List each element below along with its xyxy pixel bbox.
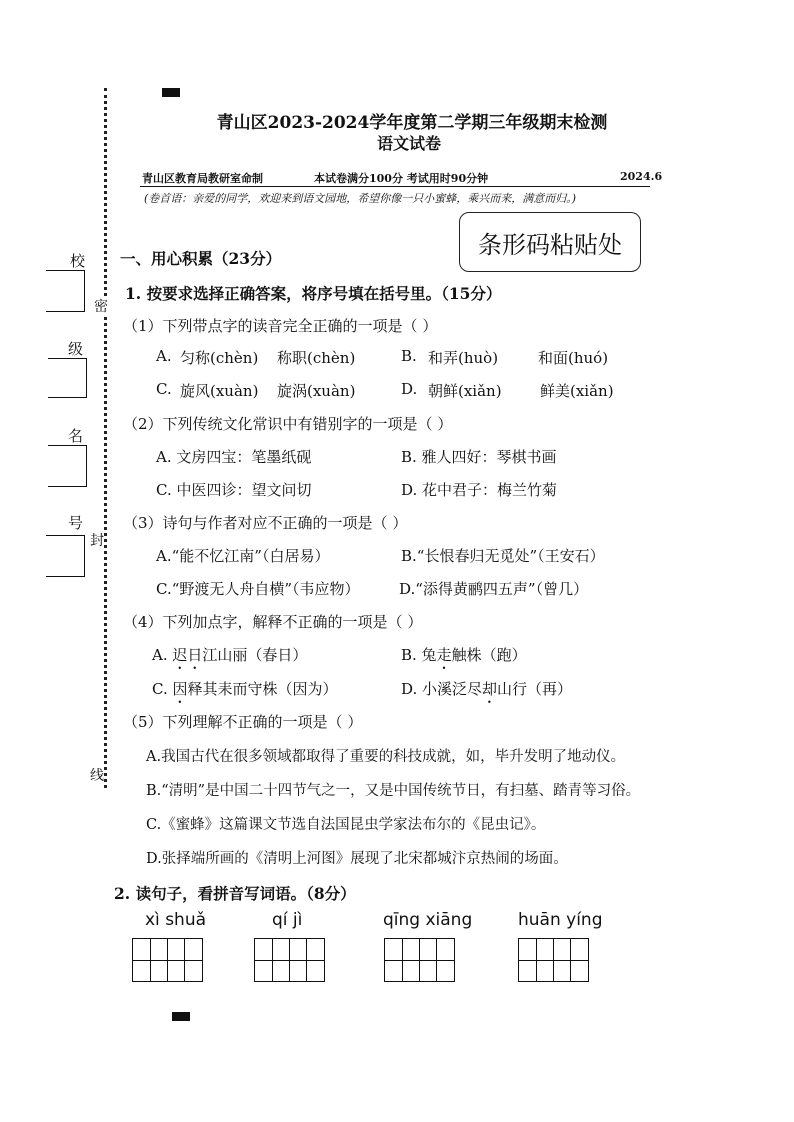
binding-dotted-line bbox=[104, 88, 107, 788]
tianzige-cell[interactable] bbox=[167, 938, 203, 982]
tianzige-cell[interactable] bbox=[419, 938, 455, 982]
q1-4-stem: （4）下列加点字，解释不正确的一项是（ ） bbox=[123, 613, 423, 631]
tianzige-cell[interactable] bbox=[553, 938, 589, 982]
margin-box-number bbox=[46, 535, 85, 577]
q1-4-B-pre: B. 兔 bbox=[401, 646, 437, 664]
q1-4-D bbox=[401, 678, 572, 707]
greeting: (卷首语：亲爱的同学，欢迎来到语文园地，希望你像一只小蜜蜂，乘兴而来，满意而归。) bbox=[144, 192, 577, 205]
q2-answer-grid-2[interactable] bbox=[254, 938, 325, 982]
tianzige-cell[interactable] bbox=[254, 938, 290, 982]
exam-date: 2024.6 bbox=[620, 170, 663, 183]
q1-4-D-pre: D. 小溪泛尽 bbox=[401, 680, 483, 698]
q1-2-D: D. 花中君子：梅兰竹菊 bbox=[401, 481, 558, 499]
q1-1-B1: 和弄(huò) bbox=[428, 349, 499, 367]
q1-4-C-pre: C. bbox=[152, 680, 173, 698]
barcode-box: 条形码粘贴处 bbox=[459, 212, 641, 272]
q1-4-C bbox=[152, 678, 338, 707]
margin-box-school bbox=[46, 270, 85, 312]
margin-label-school: 校 bbox=[70, 252, 86, 270]
q1-1-A2: 称职(chèn) bbox=[277, 349, 356, 367]
tianzige-cell[interactable] bbox=[518, 938, 554, 982]
q2-pinyin-3: qīng xiāng bbox=[383, 910, 473, 930]
q1-stem: 1. 按要求选择正确答案，将序号填在括号里。（15分） bbox=[125, 284, 502, 303]
issuer: 青山区教育局教研室命制 bbox=[142, 172, 263, 185]
q1-1-C-label: C. bbox=[156, 380, 172, 398]
q1-4-A-pre: A. bbox=[152, 646, 173, 664]
section-heading: 一、用心积累（23分） bbox=[120, 249, 282, 268]
q1-2-stem: （2）下列传统文化常识中有错别字的一项是（ ） bbox=[123, 415, 453, 433]
q1-5-B: B.“清明”是中国二十四节气之一，又是中国传统节日，有扫墓、踏青等习俗。 bbox=[146, 783, 641, 799]
q1-1-B2: 和面(huó) bbox=[538, 349, 609, 367]
seal-char-mi: 密 bbox=[94, 296, 108, 316]
q1-5-A: A.我国古代在很多领域都取得了重要的科技成就，如，毕升发明了地动仪。 bbox=[146, 749, 626, 765]
q1-2-B: B. 雅人四好：琴棋书画 bbox=[401, 448, 557, 466]
q2-pinyin-4: huān yíng bbox=[518, 910, 603, 930]
q1-1-A-label: A. bbox=[156, 347, 172, 365]
scan-mark-bottom bbox=[172, 1012, 190, 1021]
q1-2-A: A. 文房四宝：笔墨纸砚 bbox=[156, 448, 312, 466]
q1-1-stem: （1）下列带点字的读音完全正确的一项是（ ） bbox=[123, 317, 438, 335]
q1-1-A1: 匀称(chèn) bbox=[180, 349, 259, 367]
q1-4-A bbox=[152, 644, 307, 673]
q2-stem: 2. 读句子，看拼音写词语。（8分） bbox=[114, 884, 356, 903]
scan-mark-top bbox=[162, 88, 180, 97]
q1-4-B-post: 触株（跑） bbox=[451, 646, 527, 664]
margin-label-number: 号 bbox=[68, 514, 84, 532]
q2-answer-grid-3[interactable] bbox=[384, 938, 455, 982]
q1-1-C2: 旋涡(xuàn) bbox=[277, 382, 356, 400]
q2-pinyin-1: xì shuǎ bbox=[145, 910, 207, 930]
q1-3-C: C.“野渡无人舟自横”（韦应物） bbox=[156, 580, 360, 598]
margin-label-class: 级 bbox=[68, 340, 84, 358]
q1-4-A-post: 江山丽（春日） bbox=[202, 646, 308, 664]
q1-3-D: D.“添得黄鹂四五声”（曾几） bbox=[399, 580, 589, 598]
margin-box-name bbox=[48, 445, 87, 487]
q1-4-B-dotted: 走 bbox=[436, 646, 452, 664]
q1-4-A-dotted: 迟日 bbox=[172, 646, 203, 664]
margin-label-name: 名 bbox=[68, 427, 84, 445]
tianzige-cell[interactable] bbox=[384, 938, 420, 982]
exam-title: 青山区2023-2024学年度第二学期三年级期末检测 bbox=[216, 113, 608, 133]
q1-2-C: C. 中医四诊：望文问切 bbox=[156, 481, 312, 499]
q1-1-B-label: B. bbox=[401, 347, 417, 365]
seal-char-feng: 封 bbox=[90, 530, 104, 550]
q1-4-B bbox=[401, 644, 527, 673]
seal-char-xian: 线 bbox=[90, 765, 104, 785]
q1-5-D: D.张择端所画的《清明上河图》展现了北宋都城汴京热闹的场面。 bbox=[146, 851, 568, 867]
q2-pinyin-2: qí jì bbox=[272, 910, 303, 930]
exam-subtitle: 语文试卷 bbox=[376, 134, 441, 153]
q1-1-D-label: D. bbox=[401, 380, 418, 398]
q1-4-D-dotted: 却 bbox=[482, 680, 498, 698]
q2-answer-grid-4[interactable] bbox=[518, 938, 589, 982]
q1-1-D2: 鲜美(xiǎn) bbox=[540, 382, 614, 400]
q1-3-stem: （3）诗句与作者对应不正确的一项是（ ） bbox=[123, 514, 408, 532]
q1-4-C-post: 释其耒而守株（因为） bbox=[187, 680, 338, 698]
q1-5-C: C.《蜜蜂》这篇课文节选自法国昆虫学家法布尔的《昆虫记》。 bbox=[146, 817, 546, 833]
tianzige-cell[interactable] bbox=[132, 938, 168, 982]
q1-3-B: B.“长恨春归无觅处”（王安石） bbox=[401, 547, 605, 565]
q2-answer-grid-1[interactable] bbox=[132, 938, 203, 982]
q1-1-C1: 旋风(xuàn) bbox=[180, 382, 259, 400]
tianzige-cell[interactable] bbox=[289, 938, 325, 982]
q1-1-D1: 朝鲜(xiǎn) bbox=[428, 382, 502, 400]
q1-3-A: A.“能不忆江南”（白居易） bbox=[156, 547, 330, 565]
header-rule bbox=[140, 186, 650, 187]
q1-5-stem: （5）下列理解不正确的一项是（ ） bbox=[123, 713, 363, 731]
q1-4-D-post: 山行（再） bbox=[497, 680, 573, 698]
margin-box-class bbox=[48, 358, 87, 398]
score-time: 本试卷满分100分 考试用时90分钟 bbox=[314, 172, 489, 185]
q1-4-C-dotted: 因 bbox=[172, 680, 188, 698]
